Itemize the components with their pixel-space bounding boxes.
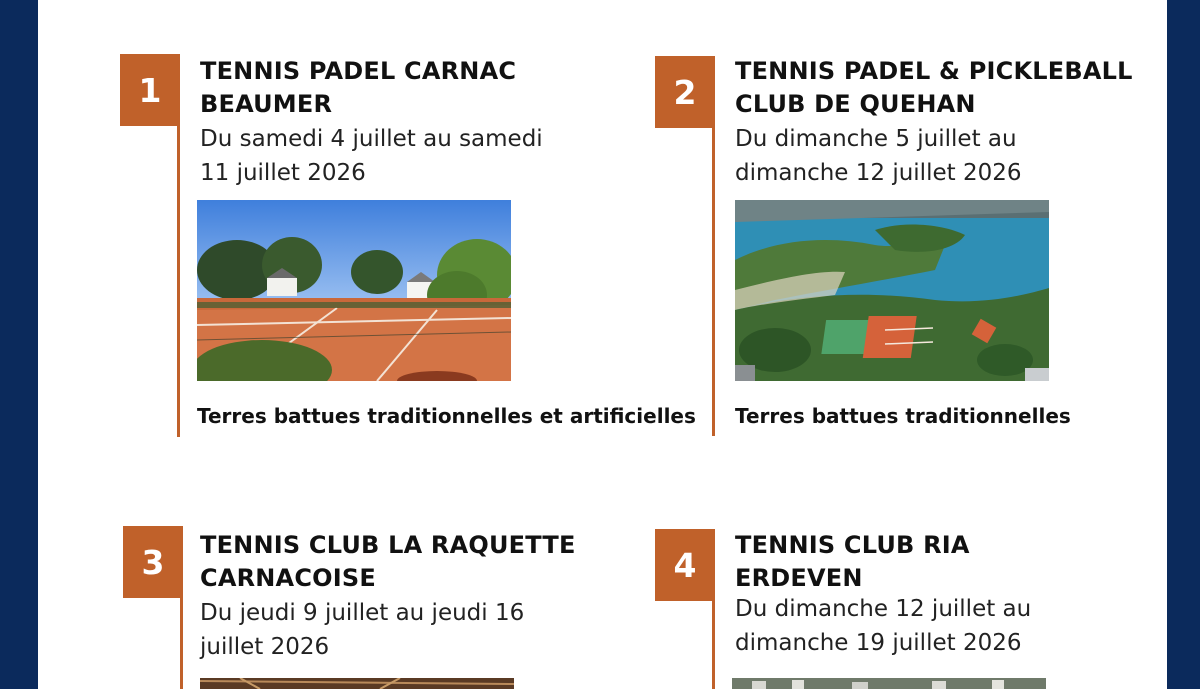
club-name <box>200 529 576 595</box>
club-name-line: TENNIS CLUB RIA <box>735 531 970 559</box>
club-dates-line: Du dimanche 12 juillet au <box>735 596 1032 622</box>
club-dates-line: Du jeudi 9 juillet au jeudi 16 <box>200 600 525 626</box>
club-name-line: BEAUMER <box>200 90 333 118</box>
club-dates-line: Du dimanche 5 juillet au <box>735 126 1017 152</box>
club-dates-line: dimanche 19 juillet 2026 <box>735 630 1022 656</box>
club-photo-indoor-hall <box>200 678 514 689</box>
club-surface: Terres battues traditionnelles et artificielles <box>197 404 696 428</box>
club-surface: Terres battues traditionnelles <box>735 404 1071 428</box>
club-dates-line: 11 juillet 2026 <box>200 160 366 186</box>
club-name-line: TENNIS PADEL & PICKLEBALL <box>735 57 1133 85</box>
club-dates <box>200 122 543 190</box>
club-number-badge: 4 <box>655 529 715 601</box>
club-dates-line: juillet 2026 <box>200 634 330 660</box>
club-timeline-line <box>712 56 715 436</box>
club-name-line: CLUB DE QUEHAN <box>735 90 976 118</box>
club-name <box>200 55 516 121</box>
club-photo-aerial-view <box>735 200 1049 381</box>
club-name <box>735 55 1133 121</box>
club-photo-clay-courts <box>197 200 511 381</box>
club-name-line: TENNIS CLUB LA RAQUETTE <box>200 531 576 559</box>
club-name-line: CARNACOISE <box>200 564 376 592</box>
club-dates <box>200 596 524 664</box>
club-dates-line: dimanche 12 juillet 2026 <box>735 160 1022 186</box>
club-number-badge: 1 <box>120 54 180 126</box>
club-number-badge: 2 <box>655 56 715 128</box>
club-dates <box>735 592 1031 660</box>
club-number-badge: 3 <box>123 526 183 598</box>
club-name-line: ERDEVEN <box>735 564 863 592</box>
club-dates <box>735 122 1021 190</box>
club-timeline-line <box>180 526 183 689</box>
club-name <box>735 529 970 595</box>
club-name-line: TENNIS PADEL CARNAC <box>200 57 517 85</box>
club-timeline-line <box>712 529 715 689</box>
club-timeline-line <box>177 54 180 437</box>
club-dates-line: Du samedi 4 juillet au samedi <box>200 126 543 152</box>
club-photo-village <box>732 678 1046 689</box>
